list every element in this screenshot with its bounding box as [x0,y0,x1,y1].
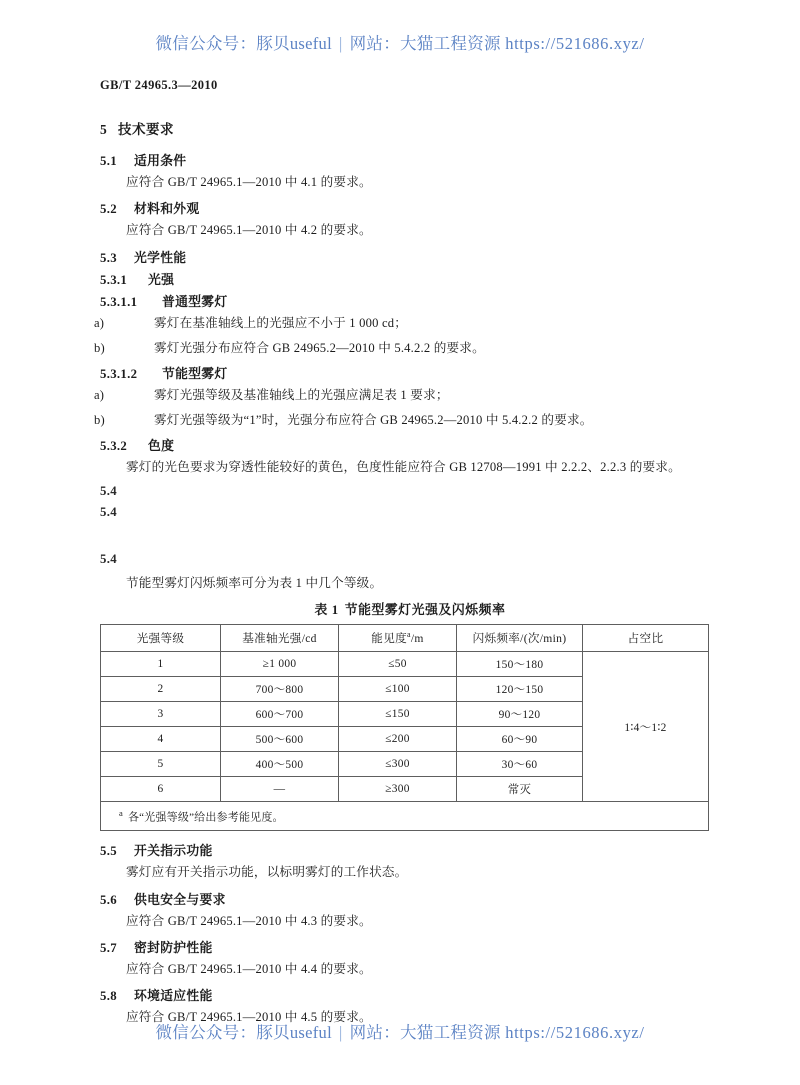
visibility-unit: /m [410,632,424,646]
heading-5-6 [100,889,720,908]
table-caption-number: 表 1 [314,603,339,618]
heading-5-3-1-1-title: 普通型雾灯 [162,294,228,309]
heading-5-6-title: 供电安全与要求 [134,892,226,907]
cell-intensity: 400～500 [221,752,339,777]
cell-frequency: 常灭 [457,777,583,802]
cell-visibility: ≤50 [339,652,457,677]
heading-5-5-number: 5.5 [100,844,117,859]
heading-5-3-1-2 [100,363,720,382]
heading-5-5 [100,840,720,859]
cell-grade: 4 [101,727,221,752]
truncated-heading-b-number: 5.4 [100,504,117,519]
visibility-footnote-superscript: a [406,630,411,640]
heading-5-8-number: 5.8 [100,989,117,1004]
watermark-separator: | [339,34,343,53]
vertical-spacer [100,526,720,552]
cell-intensity: ≥1 000 [221,652,339,677]
watermark-bottom [0,1019,800,1043]
list-item-text: 雾灯光强分布应符合 GB 24965.2—2010 中 5.4.2.2 的要求。 [154,340,485,355]
table-row [101,652,709,677]
fog-lamp-intensity-flash-frequency-table [100,624,709,831]
heading-5-3-title: 光学性能 [134,250,187,265]
truncated-heading-c [100,552,720,567]
cell-visibility: ≥300 [339,777,457,802]
list-item [94,313,720,333]
table-footnote-row [101,802,709,831]
heading-5-3-1-number: 5.3.1 [100,272,128,287]
paragraph-5-7: 应符合 GB/T 24965.1—2010 中 4.4 的要求。 [126,961,372,976]
cell-grade: 2 [101,677,221,702]
watermark-wechat-label: 微信公众号：豚贝useful [155,34,332,53]
heading-5-2-title: 材料和外观 [134,202,200,217]
list-item [94,338,720,358]
running-head-standard-number: GB/T 24965.3—2010 [100,78,218,92]
cell-intensity: 700～800 [221,677,339,702]
watermark-wechat-label: 微信公众号：豚贝useful [155,1023,332,1042]
column-header-duty-cycle: 占空比 [583,625,709,652]
cell-frequency: 150～180 [457,652,583,677]
heading-5-3-2 [100,435,720,454]
heading-5-6-number: 5.6 [100,892,117,907]
cell-frequency: 120～150 [457,677,583,702]
cell-duty-cycle: 1∶4～1∶2 [583,652,709,802]
table-footnote-text: 各“光强等级”给出参考能见度。 [127,811,284,824]
cell-grade: 1 [101,652,221,677]
watermark-url: https://521686.xyz/ [505,34,645,53]
paragraph-5-4: 节能型雾灯闪烁频率可分为表 1 中几个等级。 [126,575,383,590]
cell-intensity: 500～600 [221,727,339,752]
heading-clause-5-title: 技术要求 [118,122,174,137]
paragraph-5-8: 应符合 GB/T 24965.1—2010 中 4.5 的要求。 [126,1010,372,1025]
column-header-visibility-text: 能见度 [371,632,407,646]
heading-5-2 [100,198,720,217]
heading-5-3-2-number: 5.3.2 [100,439,128,454]
watermark-site-label: 网站：大猫工程资源 [349,1023,501,1042]
cell-frequency: 30～60 [457,752,583,777]
paragraph-5-3-2: 雾灯的光色要求为穿透性能较好的黄色，色度性能应符合 GB 12708—1991 中 2.2.2、2.2.3 的要求。 [126,460,681,475]
table-footnote [101,802,709,831]
list-item-label: b) [94,413,105,428]
cell-grade: 5 [101,752,221,777]
column-header-axial-intensity: 基准轴光强/cd [221,625,339,652]
cell-visibility: ≤300 [339,752,457,777]
truncated-heading-a-number: 5.4 [100,483,117,498]
heading-5-7-title: 密封防护性能 [134,940,213,955]
heading-5-3-1-1 [100,291,720,310]
list-item-text: 雾灯在基准轴线上的光强应不小于 1 000 cd； [154,315,408,330]
table-caption [100,599,720,618]
list-item-text: 雾灯光强等级及基准轴线上的光强应满足表 1 要求； [154,388,449,403]
truncated-heading-c-number: 5.4 [100,551,117,566]
watermark-separator: | [339,1023,343,1042]
heading-5-7-number: 5.7 [100,940,117,955]
heading-clause-5-number: 5 [100,122,108,137]
heading-5-3-1-2-number: 5.3.1.2 [100,367,138,382]
heading-5-1-title: 适用条件 [134,154,187,168]
cell-grade: 6 [101,777,221,802]
table-caption-title: 节能型雾灯光强及闪烁频率 [344,603,506,618]
heading-5-1-number: 5.1 [100,154,117,168]
column-header-visibility [339,625,457,652]
truncated-heading-b [100,505,720,520]
heading-5-7 [100,937,720,956]
cell-visibility: ≤150 [339,702,457,727]
heading-5-8-title: 环境适应性能 [134,989,213,1004]
paragraph-5-5: 雾灯应有开关指示功能，以标明雾灯的工作状态。 [126,865,408,880]
list-item-label: a) [94,315,105,330]
column-header-flash-frequency: 闪烁频率/(次/min) [457,625,583,652]
heading-5-3-1 [100,269,720,288]
heading-5-3-1-1-number: 5.3.1.1 [100,294,138,309]
heading-5-3-number: 5.3 [100,250,117,265]
list-item-label: a) [94,388,105,403]
cell-frequency: 60～90 [457,727,583,752]
paragraph-5-2: 应符合 GB/T 24965.1—2010 中 4.2 的要求。 [126,223,372,238]
list-item [94,385,720,405]
document-body [94,118,720,1034]
heading-5-3-2-title: 色度 [148,439,175,454]
watermark-top [0,30,800,54]
cell-visibility: ≤100 [339,677,457,702]
list-item-label: b) [94,340,105,355]
column-header-grade: 光强等级 [101,625,221,652]
watermark-site-label: 网站：大猫工程资源 [349,34,501,53]
cell-grade: 3 [101,702,221,727]
list-item [94,410,720,430]
heading-5-3-1-2-title: 节能型雾灯 [162,367,228,382]
table-header-row [101,625,709,652]
heading-5-3 [100,247,720,266]
heading-5-2-number: 5.2 [100,202,117,217]
cell-visibility: ≤200 [339,727,457,752]
heading-5-1 [100,150,720,169]
list-item-text: 雾灯光强等级为“1”时，光强分布应符合 GB 24965.2—2010 中 5.4.2.2 的要求。 [154,413,593,428]
truncated-heading-a [100,484,720,499]
heading-5-8 [100,985,720,1004]
heading-clause-5 [100,118,720,138]
heading-5-3-1-title: 光强 [148,272,175,287]
cell-frequency: 90～120 [457,702,583,727]
cell-intensity: — [221,777,339,802]
paragraph-5-1: 应符合 GB/T 24965.1—2010 中 4.1 的要求。 [126,175,372,189]
paragraph-5-6: 应符合 GB/T 24965.1—2010 中 4.3 的要求。 [126,913,372,928]
watermark-url: https://521686.xyz/ [505,1023,645,1042]
heading-5-5-title: 开关指示功能 [134,844,213,859]
cell-intensity: 600～700 [221,702,339,727]
table-footnote-mark: a [119,807,123,818]
